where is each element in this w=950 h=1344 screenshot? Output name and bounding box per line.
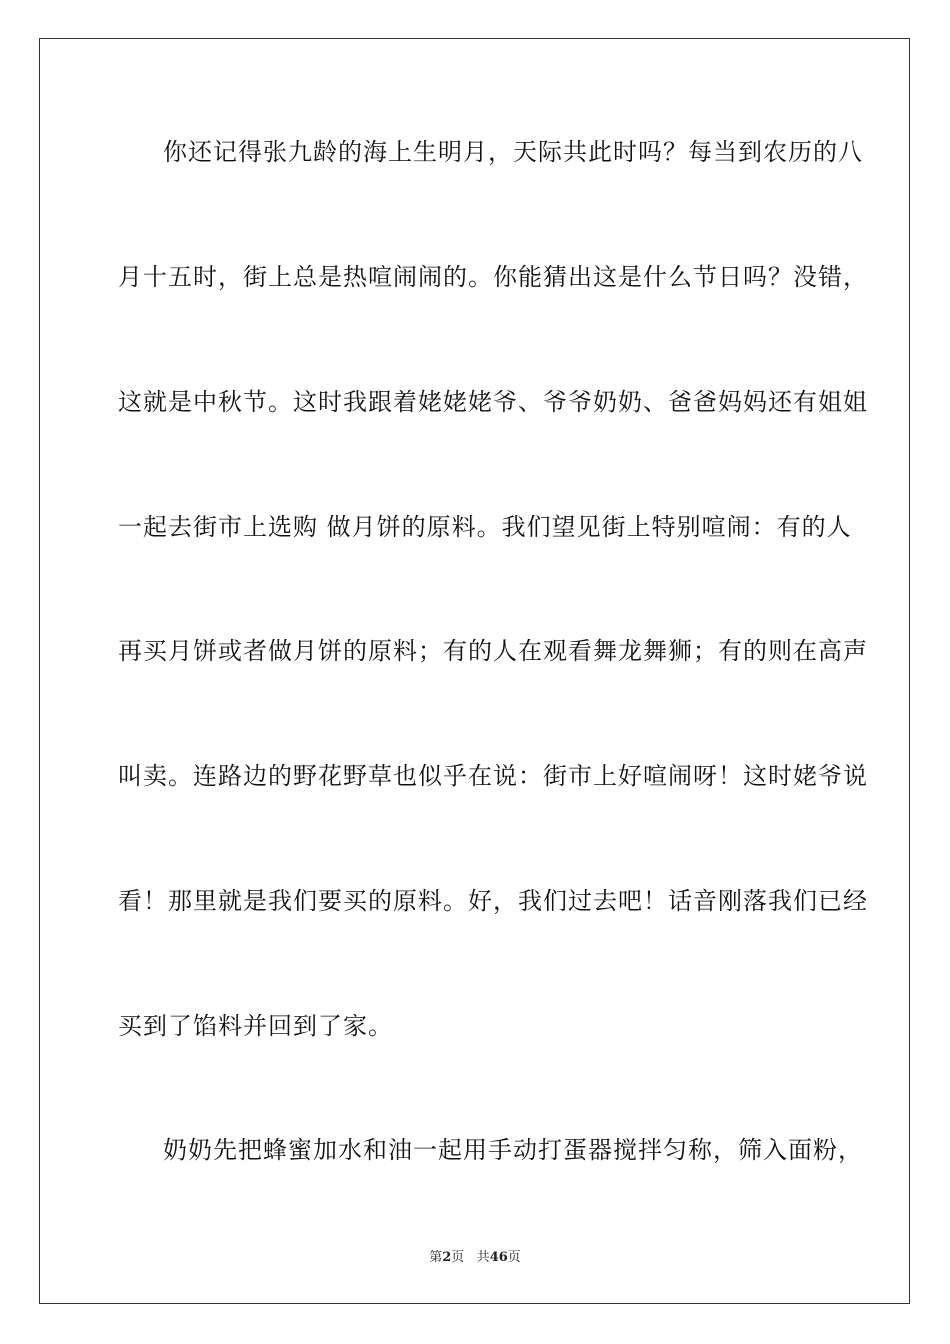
page-suffix: 页 xyxy=(451,1250,465,1265)
total-pages: 46 xyxy=(489,1250,508,1265)
paragraph-1-line-2: 月十五时，街上总是热喧闹闹的。你能猜出这是什么节日吗？没错， xyxy=(118,263,868,291)
page-footer xyxy=(0,1250,950,1266)
total-suffix: 页 xyxy=(507,1250,521,1265)
paragraph-1-line-1: 你还记得张九龄的海上生明月，天际共此时吗？每当到农历的八 xyxy=(163,138,863,166)
paragraph-1-line-8: 买到了馅料并回到了家。 xyxy=(118,1012,393,1040)
paragraph-1-line-7: 看！那里就是我们要买的原料。好，我们过去吧！话音刚落我们已经 xyxy=(118,887,868,915)
page-prefix: 第 xyxy=(429,1250,443,1265)
page-number: 2 xyxy=(442,1250,452,1265)
paragraph-1-line-4: 一起去街市上选购 做月饼的原料。我们望见街上特别喧闹：有的人 xyxy=(118,513,852,541)
paragraph-2-line-1: 奶奶先把蜂蜜加水和油一起用手动打蛋器搅拌匀称，筛入面粉， xyxy=(163,1136,863,1164)
paragraph-1-line-3: 这就是中秋节。这时我跟着姥姥姥爷、爷爷奶奶、爸爸妈妈还有姐姐 xyxy=(118,388,868,416)
paragraph-1-line-5: 再买月饼或者做月饼的原料；有的人在观看舞龙舞狮；有的则在高声 xyxy=(118,637,868,665)
paragraph-1-line-6: 叫卖。连路边的野花野草也似乎在说：街市上好喧闹呀！这时姥爷说 xyxy=(118,762,868,790)
page-border xyxy=(39,38,910,1304)
total-prefix: 共 xyxy=(476,1250,490,1265)
